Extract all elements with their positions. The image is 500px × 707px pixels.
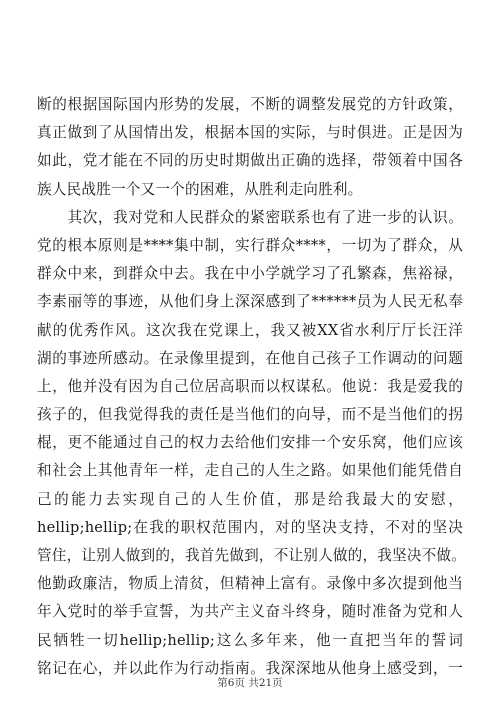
- text-line: 党的根本原则是****集中制，实行群众****，一切为了群众，从: [37, 236, 463, 254]
- text-line: 管住，让别人做到的，我首先做到，不让别人做的，我坚决不做。: [37, 547, 467, 564]
- page-footer: 第6页 共21页: [217, 677, 283, 689]
- text-line: 断的根据国际国内形势的发展，不断的调整发展党的方针政策，: [37, 96, 463, 113]
- text-line: 上，他并没有因为自己位居高职而以权谋私。他说：我是爱我的: [37, 377, 463, 395]
- text-line: 和社会上其他青年一样，走自己的人生之路。如果他们能凭借自: [37, 462, 463, 480]
- text-line: 他勤政廉洁，物质上清贫，但精神上富有。录像中多次提到他当: [37, 575, 463, 593]
- text-line: 族人民战胜一个又一个的困难，从胜利走向胜利。: [37, 180, 363, 198]
- text-line: 其次，我对党和人民群众的紧密联系也有了进一步的认识。: [37, 208, 463, 226]
- text-line: 湖的事迹所感动。在录像里提到，在他自己孩子工作调动的问题: [37, 349, 463, 367]
- body-text: [37, 91, 467, 683]
- text-line: 群众中来，到群众中去。我在中小学就学习了孔繁森，焦裕禄，: [37, 265, 463, 283]
- text-line: 如此，党才能在不同的历史时期做出正确的选择，带领着中国各: [37, 152, 463, 170]
- text-line: 李素丽等的事迹，从他们身上深深感到了******员为人民无私奉: [37, 293, 463, 311]
- text-line: 己的能力去实现自己的人生价值，那是给我最大的安慰，: [37, 490, 463, 508]
- text-line: 民牺牲一切hellip;hellip;这么多年来，他一直把当年的誓词: [37, 631, 463, 649]
- text-line: 献的优秀作风。这次我在党课上，我又被XX省水利厅厅长汪洋: [37, 321, 463, 339]
- text-line: hellip;hellip;在我的职权范围内，对的坚决支持，不对的坚决: [37, 518, 463, 536]
- text-line: 真正做到了从国情出发，根据本国的实际，与时俱进。正是因为: [37, 124, 463, 142]
- text-line: 年入党时的举手宣誓，为共产主义奋斗终身，随时准备为党和人: [37, 603, 463, 621]
- text-line: 棍，更不能通过自己的权力去给他们安排一个安乐窝，他们应该: [37, 434, 463, 452]
- text-line: 孩子的，但我觉得我的责任是当他们的向导，而不是当他们的拐: [37, 406, 463, 424]
- text-line: 铭记在心，并以此作为行动指南。我深深地从他身上感受到，一: [37, 659, 463, 677]
